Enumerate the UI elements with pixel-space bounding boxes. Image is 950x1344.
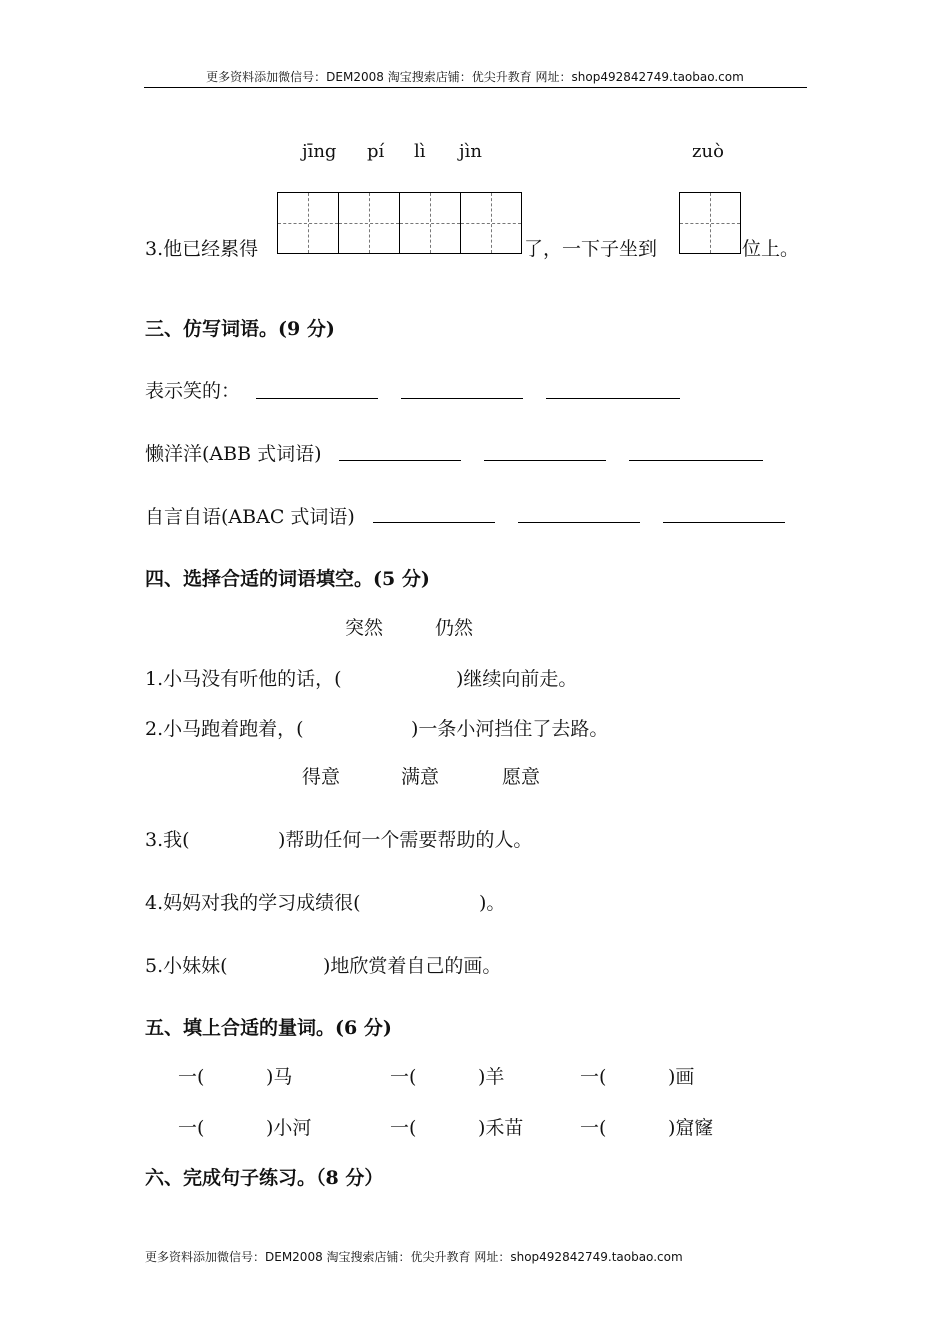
q4-5-after: )地欣赏着自己的画。 — [323, 955, 502, 977]
q4-2-before: 2.小马跑着跑着，( — [145, 718, 304, 740]
q4-4-after: )。 — [479, 892, 506, 914]
measure-item: )画 — [668, 1066, 695, 1088]
section6-heading: 六、完成句子练习。（8 分） — [145, 1167, 384, 1189]
measure-item: )小河 — [266, 1117, 312, 1139]
q4-4-before: 4.妈妈对我的学习成绩很( — [145, 892, 361, 914]
measure-prefix: 一( — [390, 1117, 417, 1139]
measure-prefix: 一( — [178, 1066, 205, 1088]
writing-grid-cell[interactable] — [277, 192, 339, 254]
writing-grid-cell[interactable] — [338, 192, 400, 254]
page-footer: 更多资料添加微信号：DEM2008 淘宝搜索店铺：优尖升教育 网址：shop492842749.taobao.com — [145, 1250, 683, 1264]
q4-1-after: )继续向前走。 — [456, 668, 578, 690]
q4-3-after: )帮助任何一个需要帮助的人。 — [278, 829, 533, 851]
q4-5-before: 5.小妹妹( — [145, 955, 228, 977]
measure-prefix: 一( — [580, 1066, 607, 1088]
writing-grid-cell[interactable] — [399, 192, 461, 254]
q4-1-before: 1.小马没有听他的话，( — [145, 668, 342, 690]
word-option: 突然 — [345, 617, 384, 639]
word-option: 得意 — [302, 766, 341, 788]
section3-heading: 三、仿写词语。(9 分) — [145, 318, 335, 340]
pinyin-li: lì — [414, 141, 426, 162]
section3-row3-label: 自言自语(ABAC 式词语) — [145, 506, 355, 528]
word-option: 满意 — [401, 766, 440, 788]
answer-blank[interactable] — [629, 460, 763, 461]
measure-item: )马 — [266, 1066, 293, 1088]
measure-item: )窟窿 — [668, 1117, 714, 1139]
section3-row2-label: 懒洋洋(ABB 式词语) — [145, 443, 322, 465]
section3-row1-label: 表示笑的： — [145, 380, 241, 402]
q3-middle: 了，一下子坐到 — [524, 238, 658, 260]
measure-prefix: 一( — [178, 1117, 205, 1139]
answer-blank[interactable] — [546, 398, 680, 399]
header-divider — [144, 87, 807, 88]
section4-heading: 四、选择合适的词语填空。(5 分) — [145, 568, 430, 590]
q4-2-after: )一条小河挡住了去路。 — [411, 718, 609, 740]
section5-heading: 五、填上合适的量词。(6 分) — [145, 1017, 392, 1039]
word-option: 愿意 — [502, 766, 541, 788]
answer-blank[interactable] — [518, 522, 640, 523]
answer-blank[interactable] — [401, 398, 523, 399]
q4-3-before: 3.我( — [145, 829, 190, 851]
q3-suffix: 位上。 — [742, 238, 800, 260]
measure-item: )羊 — [478, 1066, 505, 1088]
pinyin-jing: jīng — [302, 141, 337, 162]
measure-prefix: 一( — [390, 1066, 417, 1088]
answer-blank[interactable] — [663, 522, 785, 523]
word-option: 仍然 — [435, 617, 474, 639]
answer-blank[interactable] — [256, 398, 378, 399]
writing-grid-cell[interactable] — [460, 192, 522, 254]
page-header: 更多资料添加微信号：DEM2008 淘宝搜索店铺：优尖升教育 网址：shop492842749.taobao.com — [206, 70, 744, 84]
answer-blank[interactable] — [484, 460, 606, 461]
pinyin-jin: jìn — [459, 141, 482, 162]
answer-blank[interactable] — [373, 522, 495, 523]
writing-grid-cell[interactable] — [679, 192, 741, 254]
measure-prefix: 一( — [580, 1117, 607, 1139]
answer-blank[interactable] — [339, 460, 461, 461]
measure-item: )禾苗 — [478, 1117, 524, 1139]
pinyin-zuo: zuò — [692, 141, 724, 162]
pinyin-pi: pí — [367, 141, 385, 162]
q3-prefix: 3.他已经累得 — [145, 238, 259, 260]
